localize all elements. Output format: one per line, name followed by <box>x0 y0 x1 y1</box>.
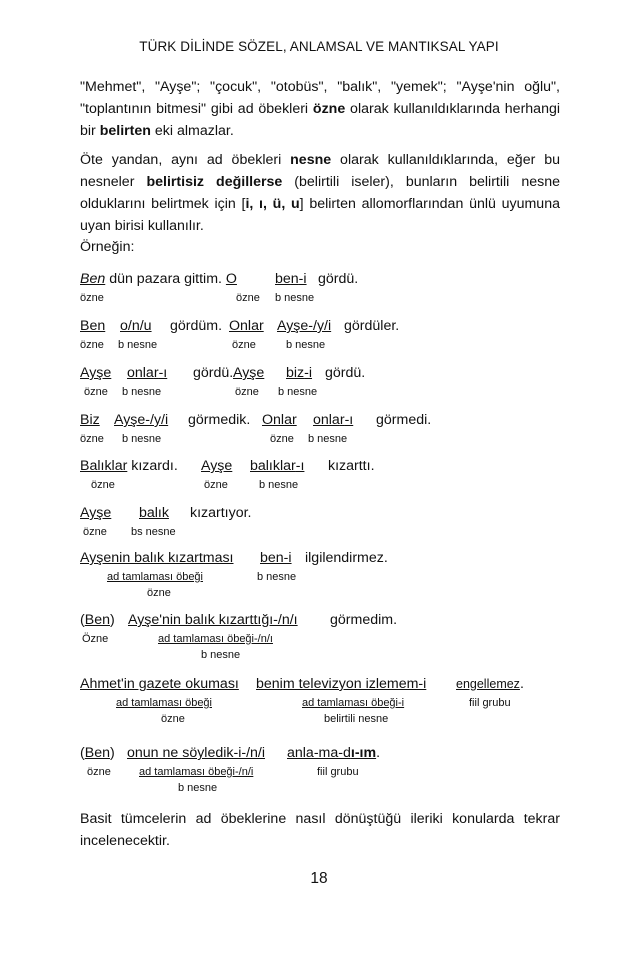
text: ] belirten allomorflarından ünlü uyumuna uyan birisi kullanılır. <box>80 196 560 234</box>
label-b-nesne: b nesne <box>278 386 318 398</box>
label-ad-tamlamasi: ad tamlaması öbeği-/n/i <box>139 766 254 778</box>
subject-word: Ayşe <box>233 365 265 381</box>
subject-word: Ben <box>80 271 106 287</box>
subject-phrase: Ahmet'in gazete okuması <box>80 676 239 692</box>
text: ) <box>109 612 115 628</box>
text: eki almazlar. <box>150 123 234 139</box>
verb: görmedik. <box>188 412 251 428</box>
verb: gördüler. <box>344 318 400 334</box>
text: (belirtili iseler), bunların belirtili nesne olduklarını belirtmek için [ <box>80 174 560 212</box>
verb: gördü. <box>318 271 359 287</box>
text: bi <box>286 365 298 381</box>
example-4 <box>80 412 570 449</box>
text: -i <box>304 365 313 381</box>
verb: gördüm. <box>170 318 223 334</box>
label-fiil-grubu: fiil grubu <box>317 766 359 778</box>
text: ( <box>80 612 85 628</box>
text: onla <box>313 412 340 428</box>
example-8 <box>80 612 570 665</box>
text: n <box>290 271 299 287</box>
label-ozne: özne <box>80 339 104 351</box>
bold-term-ozne: özne <box>312 101 346 117</box>
object-phrase: onun ne söyledik-i-/n/i <box>127 745 266 761</box>
subject-word: Ayşe <box>80 505 112 521</box>
label-ozne: özne <box>161 713 185 725</box>
subject-word: Biz <box>80 412 100 428</box>
object-word <box>275 271 307 287</box>
text: Öte yandan, aynı ad öbekleri <box>80 152 291 168</box>
verb: kızarttı. <box>328 458 375 474</box>
label-b-nesne: b nesne <box>122 433 162 445</box>
text: -ı <box>344 412 354 428</box>
subject-word: Ayşe <box>80 365 112 381</box>
text: r <box>291 458 296 474</box>
verb: ilgilendirmez. <box>305 550 388 566</box>
text: . <box>519 676 524 692</box>
example-6 <box>80 505 570 542</box>
label-bs-nesne: bs nesne <box>131 526 176 538</box>
subject-phrase: Ayşenin balık kızartması <box>80 550 234 566</box>
text: -ı <box>295 458 305 474</box>
bold-term-belirtisiz: belirtisiz değillerse <box>146 174 283 190</box>
page-number: 18 <box>310 870 328 887</box>
object-word <box>127 365 167 381</box>
text: olarak kullanıldıklarında herhangi bir <box>80 101 561 139</box>
label-ozne: özne <box>232 339 256 351</box>
object-phrase: Ayşe'nin balık kızarttığı-/n/ı <box>128 612 298 628</box>
verb: görmedim. <box>330 612 398 628</box>
label-ozne: özne <box>270 433 294 445</box>
label-b-nesne: b nesne <box>201 649 241 661</box>
object-word: Ayşe-/y/i <box>114 412 169 428</box>
label-ozne: özne <box>236 292 260 304</box>
object-word <box>313 412 353 428</box>
label-b-nesne: b nesne <box>308 433 348 445</box>
example-9 <box>80 676 570 729</box>
label-ozne: özne <box>80 292 104 304</box>
text: -ı <box>158 365 168 381</box>
example-7 <box>80 550 570 603</box>
label-belirtili-nesne: belirtili nesne <box>324 713 389 725</box>
text: z <box>297 365 305 381</box>
text: dün pazara gittim. <box>105 271 226 287</box>
bold-allomorphs: i, ı, ü, u <box>245 196 300 212</box>
subject-word: Ayşe <box>201 458 233 474</box>
label-ozne: özne <box>235 386 259 398</box>
label-b-nesne: b nesne <box>257 571 297 583</box>
label-fiil-grubu: fiil grubu <box>469 697 511 709</box>
label-ozne: özne <box>80 433 104 445</box>
label-ozne: özne <box>83 526 107 538</box>
text: r <box>153 365 159 381</box>
label-b-nesne: b nesne <box>118 339 158 351</box>
bold-term-belirten: belirten <box>99 123 151 139</box>
subject-word: Ben <box>84 612 110 628</box>
label-ad-tamlamasi: ad tamlaması öbeği <box>116 697 212 709</box>
label-ad-tamlamasi-i: ad tamlaması öbeği-i <box>302 697 405 709</box>
verb-group <box>287 745 376 761</box>
example-10 <box>80 745 570 798</box>
object-word: o/n/u <box>120 318 152 334</box>
object-word: balık <box>139 505 169 521</box>
label-b-nesne: b nesne <box>122 386 162 398</box>
running-header: TÜRK DİLİNDE SÖZEL, ANLAMSAL VE MANTIKSAL YAPI <box>139 39 499 54</box>
example-intro: Örneğin: <box>80 239 135 255</box>
verb: gördü. <box>325 365 366 381</box>
verb: görmedi. <box>376 412 432 428</box>
verb-group: engellemez <box>456 677 520 691</box>
object-word: ben-i <box>260 550 292 566</box>
verb: gördü. <box>193 365 234 381</box>
object-phrase: benim televizyon izlemem-i <box>256 676 427 692</box>
label-b-nesne: b nesne <box>275 292 315 304</box>
text: olarak kullanıldıklarında, eğer bu nesneler <box>80 152 560 190</box>
object-word <box>286 365 312 381</box>
intro-paragraph <box>80 76 560 142</box>
label-ozne: özne <box>147 587 171 599</box>
label-ad-tamlamasi: ad tamlaması öbeği-/n/ı <box>158 633 273 645</box>
label-ozne: Özne <box>82 633 109 645</box>
text: ı-ım <box>350 745 377 761</box>
label-ad-tamlamasi: ad tamlaması öbeği <box>107 571 203 583</box>
text: anla-ma-d <box>287 745 351 761</box>
subject-word: Ben <box>80 318 106 334</box>
label-b-nesne: b nesne <box>259 479 299 491</box>
subject-word: Onlar <box>262 412 297 428</box>
text: balıkla <box>250 458 292 474</box>
label-ozne: özne <box>84 386 108 398</box>
text: ( <box>80 745 85 761</box>
label-b-nesne: b nesne <box>286 339 326 351</box>
example-5 <box>80 458 570 495</box>
text: onla <box>127 365 154 381</box>
text: kızardı. <box>127 458 178 474</box>
object-word <box>250 458 304 474</box>
example-1 <box>80 271 570 308</box>
label-ozne: özne <box>91 479 115 491</box>
text: r <box>339 412 345 428</box>
subject-word: Balıklar <box>80 458 128 474</box>
verb: kızartıyor. <box>190 505 252 521</box>
example-3 <box>80 365 570 402</box>
object-word: Ayşe-/y/i <box>277 318 332 334</box>
example-2 <box>80 318 570 355</box>
text: ) <box>109 745 115 761</box>
text: be <box>275 271 291 287</box>
label-b-nesne: b nesne <box>178 782 218 794</box>
subject-word: O <box>225 271 237 287</box>
bold-term-nesne: nesne <box>290 152 332 168</box>
label-ozne: özne <box>87 766 111 778</box>
label-ozne: özne <box>204 479 228 491</box>
object-paragraph <box>80 149 560 237</box>
closing-paragraph: Basit tümcelerin ad öbeklerine nasıl dönüştüğü ileriki konularda tekrar incelenecektir. <box>80 811 560 849</box>
text: . <box>376 745 381 761</box>
subject-word: Onlar <box>229 318 264 334</box>
subject-word: Ben <box>84 745 110 761</box>
text: "Mehmet", "Ayşe"; "çocuk", "otobüs", "balık", "yemek"; "Ayşe'nin oğlu", "toplantının bitmesi" gibi ad öbekleri <box>80 79 560 117</box>
text: -i <box>298 271 307 287</box>
